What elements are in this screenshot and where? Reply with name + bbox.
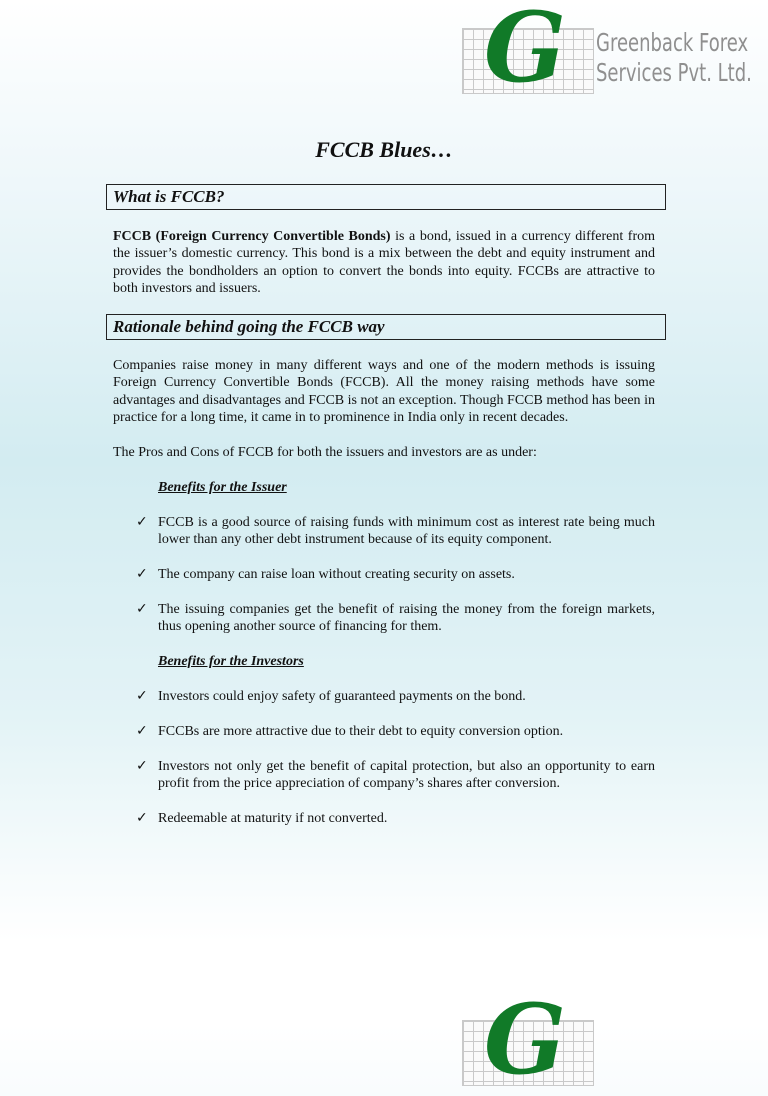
company-name-line2: Services Pvt. Ltd. [596, 58, 752, 87]
section-heading-what-is-fccb: What is FCCB? [106, 184, 666, 210]
issuer-benefits-heading: Benefits for the Issuer [158, 480, 287, 495]
next-page-logo [462, 983, 716, 1096]
check-icon: ✓ [136, 688, 148, 704]
check-icon: ✓ [136, 601, 148, 617]
check-icon: ✓ [136, 566, 148, 582]
check-icon: ✓ [136, 514, 148, 530]
list-item-text: Investors not only get the benefit of capital protection, but also an opportunity to earn profit from the price appreciation of company’s shares after conversion. [158, 759, 655, 792]
fccb-definition-text: is a bond, issued in a currency different from the issuer’s domestic currency. This bond is a mix between the debt and equity instrument and provides the bondholders an option to convert the bonds into equity. FCCBs are attractive to both investors and issuers. [113, 229, 655, 296]
logo-letter: G [484, 983, 566, 1096]
list-item-text: FCCB is a good source of raising funds with minimum cost as interest rate being much lower than any other debt instrument because of its equity component. [158, 515, 655, 548]
company-logo [462, 0, 752, 104]
list-item-text: The company can raise loan without creating security on assets. [158, 567, 515, 582]
list-item-text: The issuing companies get the benefit of raising the money from the foreign markets, thus opening another source of financing for them. [158, 602, 655, 635]
fccb-term: FCCB (Foreign Currency Convertible Bonds) [113, 229, 391, 244]
check-icon: ✓ [136, 723, 148, 739]
section-heading-rationale: Rationale behind going the FCCB way [106, 314, 666, 340]
fccb-definition-paragraph [113, 228, 655, 297]
logo-letter: G [484, 0, 566, 104]
rationale-paragraph: Companies raise money in many different ways and one of the modern methods is issuing Foreign Currency Convertible Bonds (FCCB). All the money raising methods have some advantages and disadvantages and FCCB is not an exception. Though FCCB method has been in practice for a long time, it came in to prominence in India only in recent decades. [113, 358, 655, 425]
check-icon: ✓ [136, 810, 148, 826]
company-name-line1: Greenback Forex [596, 28, 749, 57]
company-name [596, 28, 752, 88]
list-item-text: FCCBs are more attractive due to their debt to equity conversion option. [158, 724, 564, 739]
investor-benefits-heading: Benefits for the Investors [158, 654, 304, 669]
page-title: FCCB Blues… [315, 137, 453, 162]
list-item-text: Investors could enjoy safety of guaranteed payments on the bond. [158, 689, 526, 704]
check-icon: ✓ [136, 758, 148, 774]
pros-cons-intro: The Pros and Cons of FCCB for both the issuers and investors are as under: [113, 445, 537, 460]
list-item-text: Redeemable at maturity if not converted. [158, 811, 388, 826]
